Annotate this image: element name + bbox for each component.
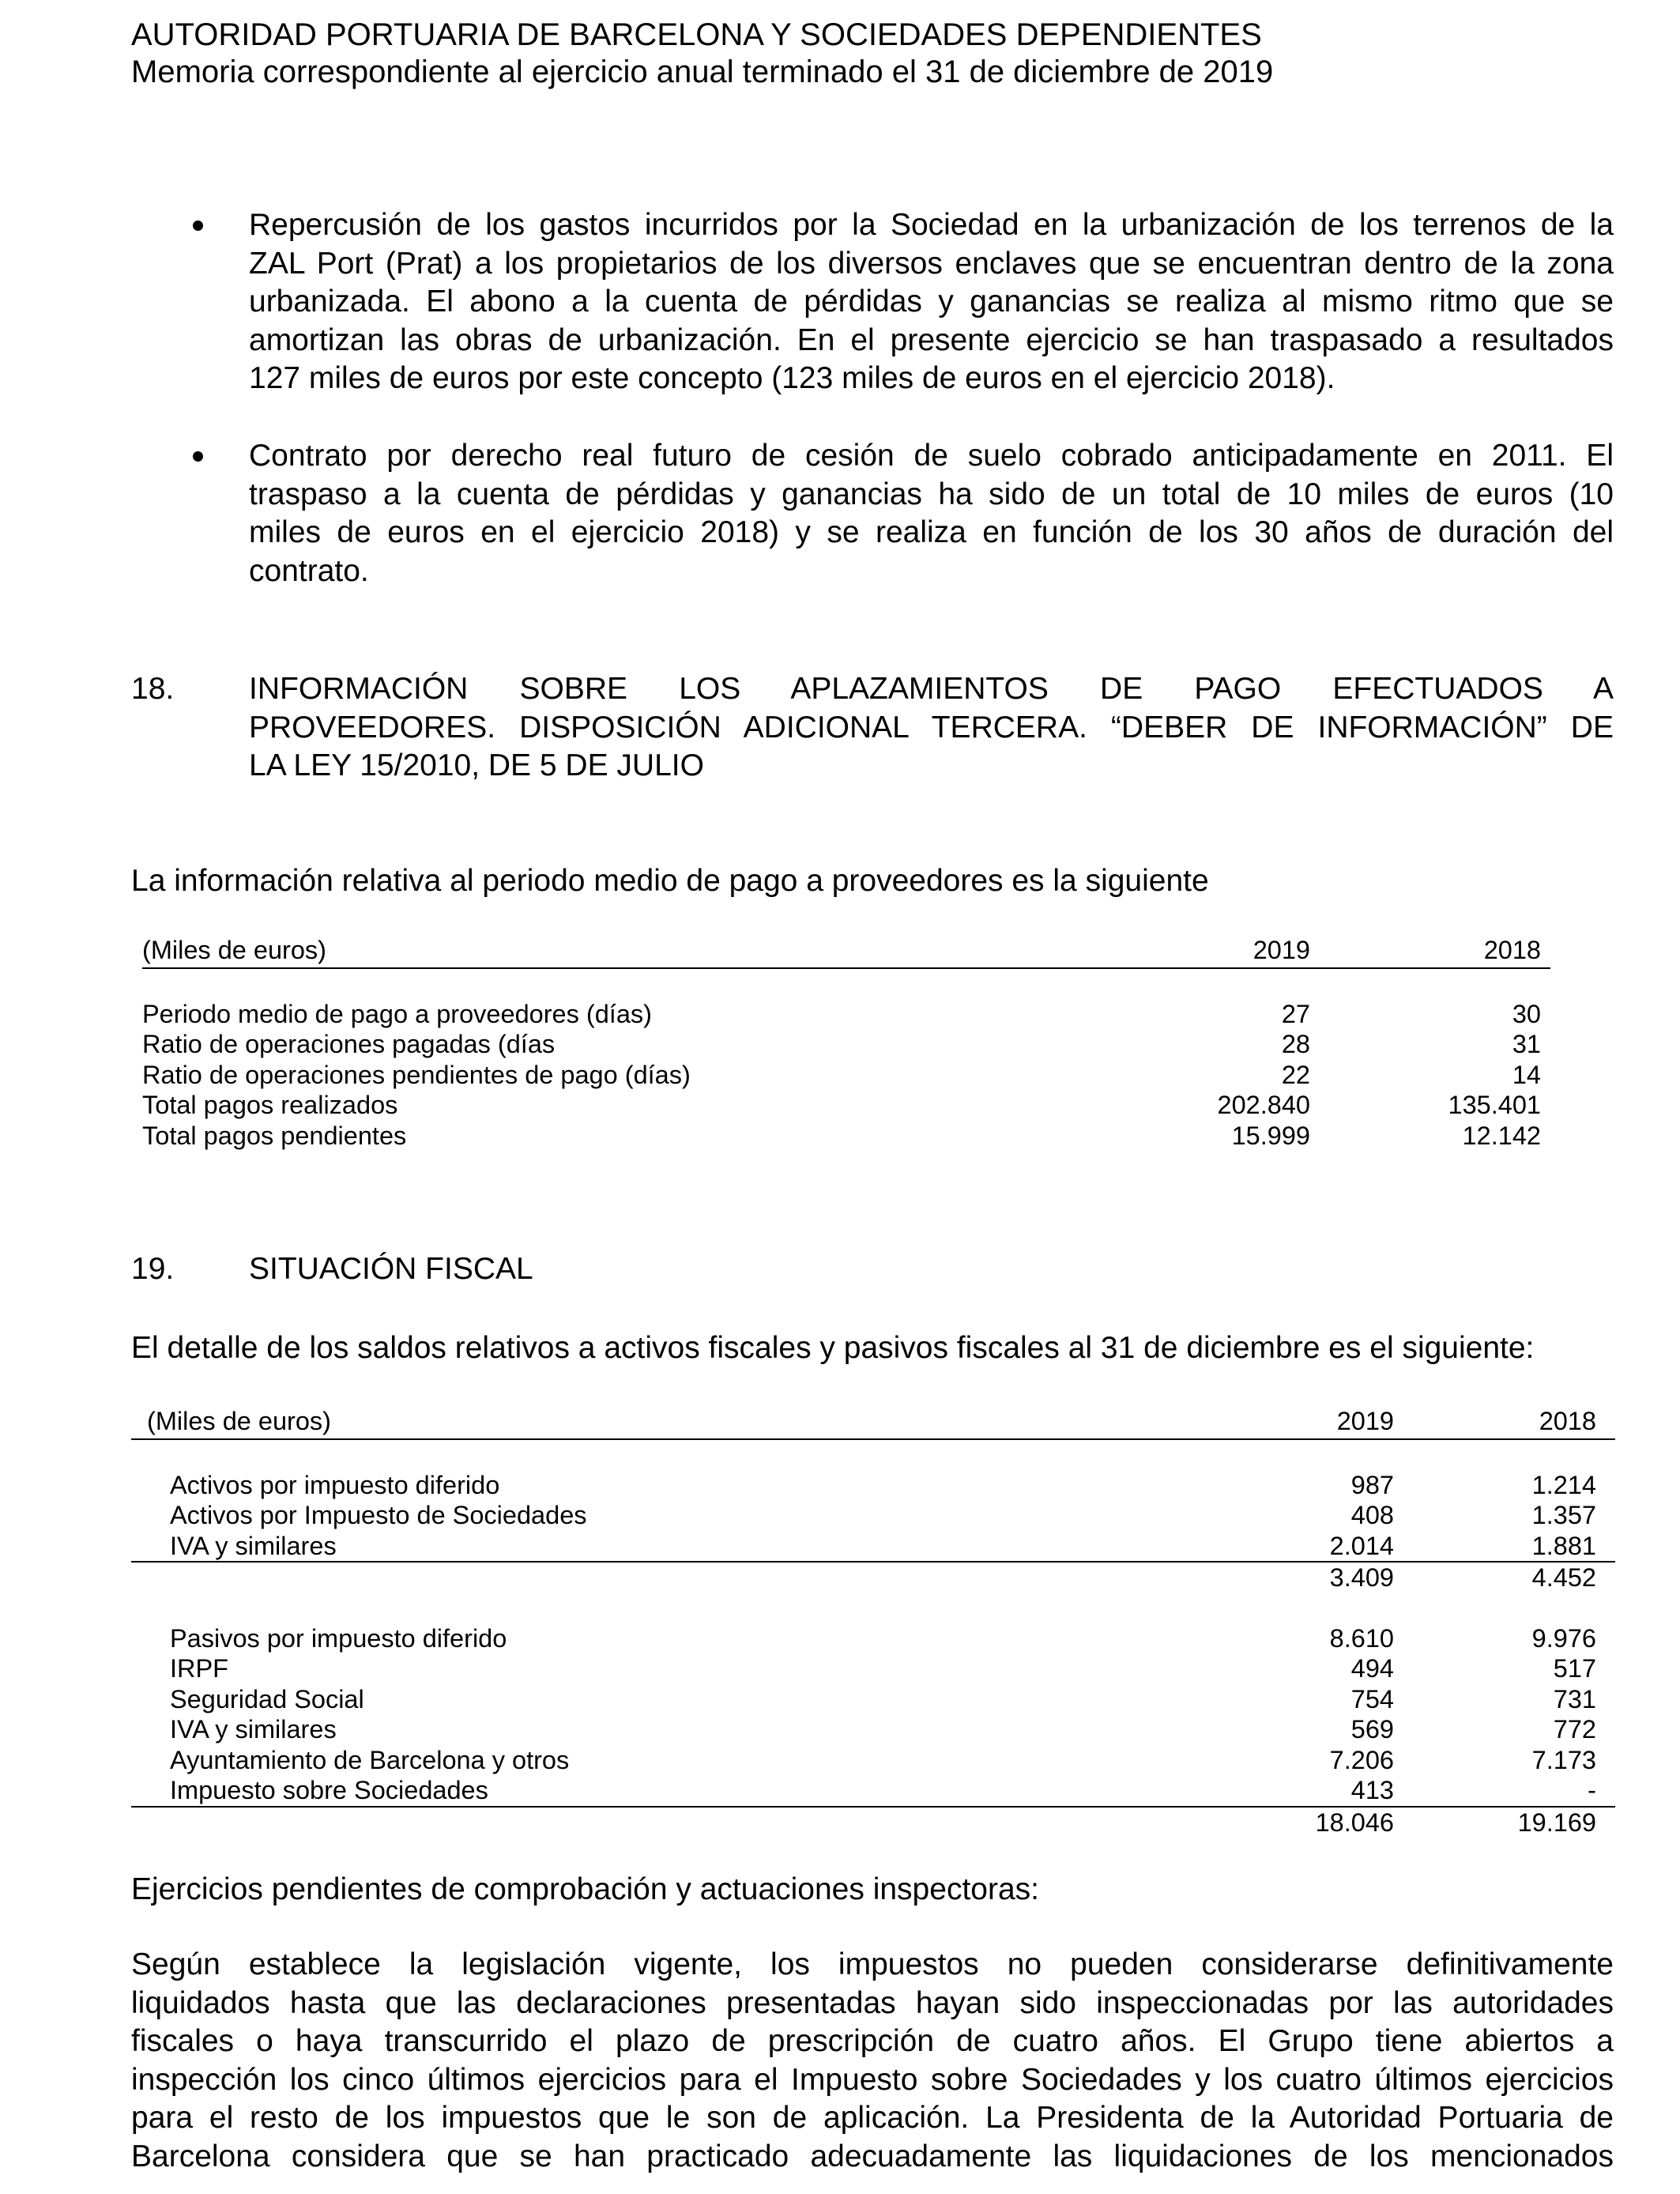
row-label: Impuesto sobre Sociedades <box>131 1775 1179 1807</box>
row-value-2018: 517 <box>1553 1654 1596 1683</box>
total-value-2019: 3.409 <box>1329 1563 1394 1592</box>
row-label: Activos por Impuesto de Sociedades <box>170 1501 587 1529</box>
table-row <box>142 1090 1550 1121</box>
text-line: miles de euros en el ejercicio 2018) y se realiza en función de los 30 años de duración del <box>249 515 1614 549</box>
table-header-row <box>142 935 1550 968</box>
row-value-2019: 2.014 <box>1179 1531 1394 1563</box>
row-value-2019: 408 <box>1350 1501 1394 1529</box>
section-19-number: 19. <box>131 1252 175 1286</box>
row-value-2018: 14 <box>1512 1060 1541 1089</box>
text-line: ZAL Port (Prat) a los propietarios de los diversos enclaves que se encuentran dentro de la zona <box>249 246 1614 281</box>
header-label: (Miles de euros) <box>131 1406 1179 1439</box>
row-label: Ayuntamiento de Barcelona y otros <box>170 1745 570 1774</box>
bullet-paragraph-2 <box>249 437 1614 590</box>
header-year-2019: 2019 <box>1179 1406 1394 1439</box>
section-19-title: SITUACIÓN FISCAL <box>249 1252 533 1286</box>
payment-period-table <box>142 935 1550 1151</box>
total-value-2018: 4.452 <box>1531 1563 1596 1592</box>
header-label: (Miles de euros) <box>142 935 1106 968</box>
section-19-closing-paragraph <box>131 1946 1614 2176</box>
table-row <box>131 1500 1615 1531</box>
text-line: para el resto de los impuestos que le son de aplicación. La Presidenta de la Autoridad Portuaria de <box>131 2101 1614 2135</box>
text-line: urbanizada. El abono a la cuenta de pérdidas y ganancias se realiza al mismo ritmo que se <box>249 285 1614 319</box>
text-line: 127 miles de euros por este concepto (123 miles de euros en el ejercicio 2018). <box>249 361 1335 395</box>
section-18-intro: La información relativa al periodo medio de pago a proveedores es la siguiente <box>131 864 1209 898</box>
table-row <box>131 1745 1615 1776</box>
bullet-paragraph-1 <box>249 206 1614 398</box>
tax-balances-table <box>131 1406 1615 1838</box>
text-line: Contrato por derecho real futuro de cesión de suelo cobrado anticipadamente en 2011. El <box>249 439 1614 473</box>
header-year-2019: 2019 <box>1106 935 1310 968</box>
table-row <box>131 1623 1615 1654</box>
header-year-2018: 2018 <box>1394 1406 1615 1439</box>
table-row <box>131 1531 1615 1563</box>
bullet-icon <box>193 221 203 231</box>
row-label: Seguridad Social <box>170 1684 364 1713</box>
row-label: Ratio de operaciones pagadas (días <box>142 1030 556 1058</box>
text-line: Según establece la legislación vigente, los impuestos no pueden considerarse definitivamente <box>131 1947 1614 1981</box>
row-label: Periodo medio de pago a proveedores (días) <box>142 999 652 1028</box>
row-value-2018: 731 <box>1553 1684 1596 1713</box>
text-line: traspaso a la cuenta de pérdidas y ganancias ha sido de un total de 10 miles de euros (10 <box>249 477 1614 511</box>
table-row <box>142 1121 1550 1152</box>
section-19-subheading: Ejercicios pendientes de comprobación y actuaciones inspectoras: <box>131 1872 1039 1906</box>
row-label: Total pagos pendientes <box>142 1121 407 1150</box>
row-value-2019: 413 <box>1179 1775 1394 1807</box>
row-value-2019: 22 <box>1281 1060 1310 1089</box>
total-label <box>131 1807 1179 1838</box>
table-row <box>131 1684 1615 1715</box>
row-value-2019: 7.206 <box>1329 1745 1394 1774</box>
row-label: Pasivos por impuesto diferido <box>170 1623 507 1653</box>
row-value-2019: 15.999 <box>1231 1121 1310 1150</box>
row-value-2018: 30 <box>1512 999 1541 1028</box>
row-label: IRPF <box>170 1654 229 1683</box>
row-value-2018: 1.357 <box>1531 1501 1596 1529</box>
row-value-2019: 202.840 <box>1217 1091 1310 1119</box>
title-line: PROVEEDORES. DISPOSICIÓN ADICIONAL TERCERA. “DEBER DE INFORMACIÓN” DE <box>249 710 1614 745</box>
row-value-2018: - <box>1394 1775 1615 1807</box>
row-label: Total pagos realizados <box>142 1091 398 1119</box>
row-value-2019: 754 <box>1350 1684 1394 1713</box>
row-value-2019: 8.610 <box>1329 1623 1394 1653</box>
bullet-icon <box>193 451 203 462</box>
document-header-subtitle: Memoria correspondiente al ejercicio anual terminado el 31 de diciembre de 2019 <box>131 55 1274 89</box>
text-line: fiscales o haya transcurrido el plazo de prescripción de cuatro años. El Grupo tiene abiertos a <box>131 2024 1614 2058</box>
table-row <box>142 999 1550 1030</box>
row-label: Ratio de operaciones pendientes de pago (días) <box>142 1060 691 1089</box>
table-row <box>131 1653 1615 1684</box>
row-value-2019: 28 <box>1281 1030 1310 1058</box>
total-value-2018: 19.169 <box>1517 1808 1596 1837</box>
row-value-2018: 9.976 <box>1531 1623 1596 1653</box>
row-value-2018: 1.214 <box>1531 1470 1596 1499</box>
total-row <box>131 1807 1615 1838</box>
section-18-title <box>249 670 1614 786</box>
row-value-2018: 772 <box>1553 1715 1596 1744</box>
header-year-2018: 2018 <box>1310 935 1550 968</box>
table-row <box>142 1029 1550 1060</box>
section-19-intro: El detalle de los saldos relativos a activos fiscales y pasivos fiscales al 31 de diciembre es el siguiente: <box>131 1331 1535 1365</box>
row-label: IVA y similares <box>170 1715 337 1744</box>
row-value-2018: 12.142 <box>1462 1121 1541 1150</box>
row-value-2019: 569 <box>1350 1715 1394 1744</box>
text-line: liquidados hasta que las declaraciones presentadas hayan sido inspeccionadas por las autoridades <box>131 1985 1614 2020</box>
table-row <box>142 1060 1550 1091</box>
title-line: LA LEY 15/2010, DE 5 DE JULIO <box>249 748 704 782</box>
text-line: inspección los cinco últimos ejercicios para el Impuesto sobre Sociedades y los cuatro últimos ejercicios <box>131 2062 1614 2097</box>
row-value-2018: 7.173 <box>1531 1745 1596 1774</box>
row-label: Activos por impuesto diferido <box>170 1470 500 1499</box>
row-label: IVA y similares <box>131 1531 1179 1563</box>
row-value-2018: 31 <box>1512 1030 1541 1058</box>
section-18-number: 18. <box>131 672 175 706</box>
title-line: INFORMACIÓN SOBRE LOS APLAZAMIENTOS DE PAGO EFECTUADOS A <box>249 672 1614 706</box>
table-row <box>131 1714 1615 1745</box>
document-header-title: AUTORIDAD PORTUARIA DE BARCELONA Y SOCIEDADES DEPENDIENTES <box>131 17 1262 52</box>
text-line: Barcelona considera que se han practicado adecuadamente las liquidaciones de los mencionados <box>131 2139 1614 2173</box>
row-value-2019: 494 <box>1350 1654 1394 1683</box>
row-value-2019: 27 <box>1281 999 1310 1028</box>
text-line: Repercusión de los gastos incurridos por la Sociedad en la urbanización de los terrenos de la <box>249 208 1614 242</box>
row-value-2018: 1.881 <box>1394 1531 1615 1563</box>
table-row <box>131 1470 1615 1501</box>
table-row <box>131 1775 1615 1807</box>
row-value-2019: 987 <box>1350 1470 1394 1499</box>
total-value-2019: 18.046 <box>1315 1808 1394 1837</box>
total-label <box>131 1562 1179 1593</box>
text-line: contrato. <box>249 553 369 588</box>
text-line: amortizan las obras de urbanización. En el presente ejercicio se han traspasado a resultados <box>249 322 1614 357</box>
table-header-row <box>131 1406 1615 1439</box>
row-value-2018: 135.401 <box>1448 1091 1541 1119</box>
total-row <box>131 1562 1615 1593</box>
